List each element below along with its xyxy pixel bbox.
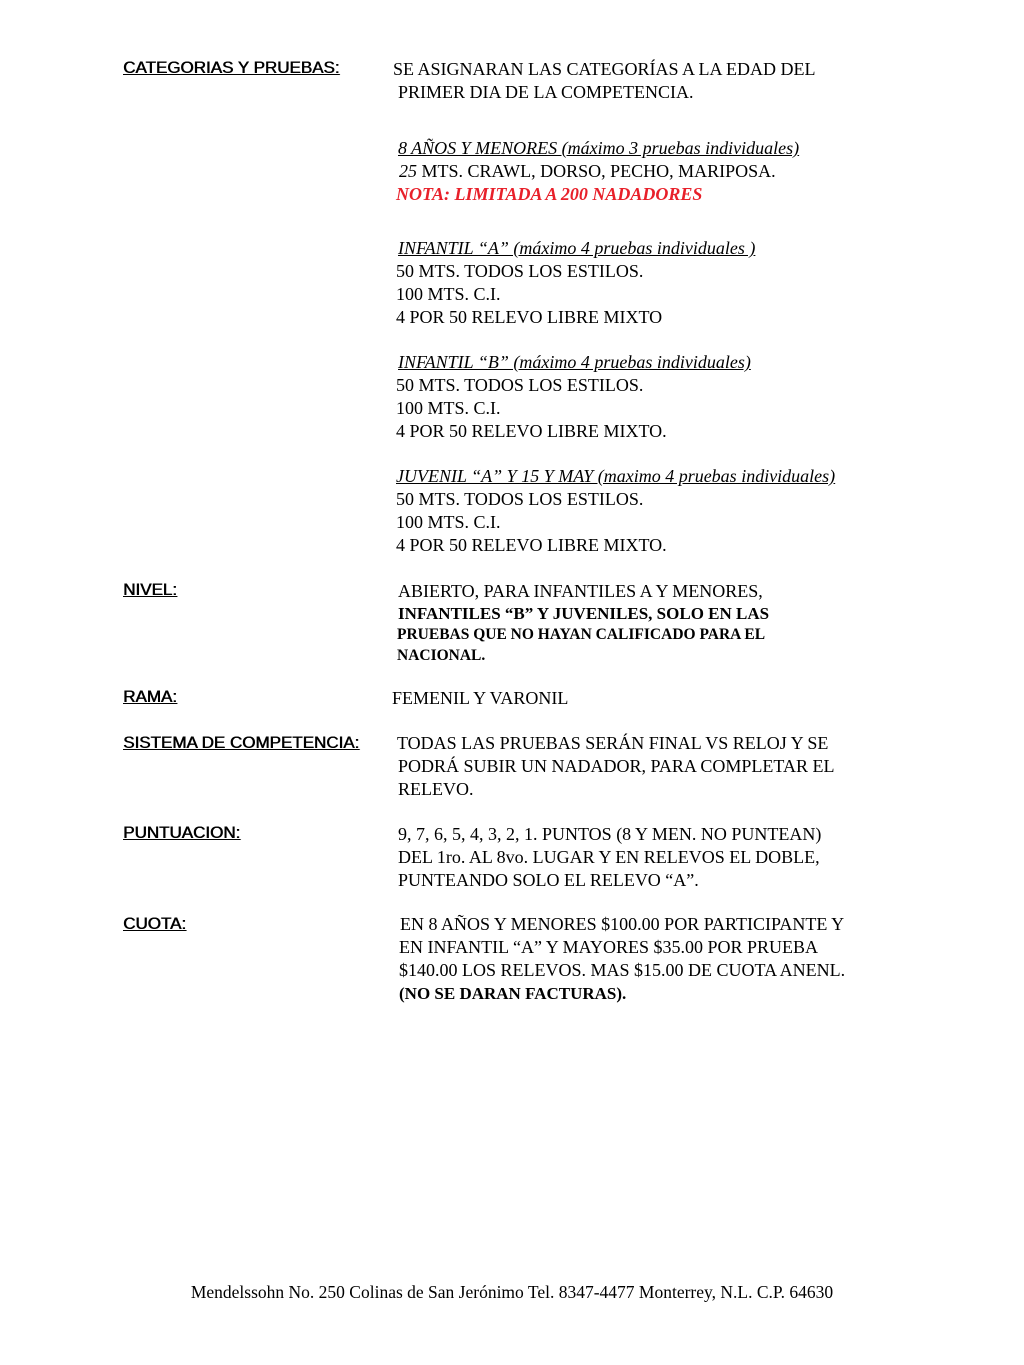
puntuacion-line-1: 9, 7, 6, 5, 4, 3, 2, 1. PUNTOS (8 Y MEN. NO PUNTEAN) [398, 824, 822, 844]
nivel-line-4: NACIONAL. [397, 647, 486, 664]
nivel-line-3: PRUEBAS QUE NO HAYAN CALIFICADO PARA EL [397, 626, 766, 643]
group-line: 50 MTS. TODOS LOS ESTILOS. [396, 375, 644, 395]
puntuacion-label: PUNTUACION: [123, 823, 241, 842]
categorias-intro-2: PRIMER DIA DE LA COMPETENCIA. [398, 82, 694, 102]
group-heading-infantil-b: INFANTIL “B” (máximo 4 pruebas individuales) [398, 352, 751, 372]
cuota-label: CUOTA: [123, 914, 186, 933]
group-line: 4 POR 50 RELEVO LIBRE MIXTO. [396, 421, 667, 441]
sistema-line-1: TODAS LAS PRUEBAS SERÁN FINAL VS RELOJ Y SE [397, 733, 829, 753]
group-line: 4 POR 50 RELEVO LIBRE MIXTO. [396, 535, 667, 555]
categorias-intro-1: SE ASIGNARAN LAS CATEGORÍAS A LA EDAD DEL [393, 59, 816, 79]
cuota-line-2: EN INFANTIL “A” Y MAYORES $35.00 POR PRUEBA [399, 937, 819, 957]
group-line: 50 MTS. TODOS LOS ESTILOS. [396, 261, 644, 281]
cuota-note: (NO SE DARAN FACTURAS). [399, 984, 627, 1003]
group-line: 100 MTS. C.I. [396, 398, 501, 418]
group-line: 50 MTS. TODOS LOS ESTILOS. [396, 489, 644, 509]
nivel-line-1: ABIERTO, PARA INFANTILES A Y MENORES, [398, 581, 763, 601]
group-heading-8-anos: 8 AÑOS Y MENORES (máximo 3 pruebas individuales) [398, 138, 800, 158]
rama-value: FEMENIL Y VARONIL [392, 688, 569, 708]
group-heading-infantil-a: INFANTIL “A” (máximo 4 pruebas individuales ) [398, 238, 756, 258]
group-line: 4 POR 50 RELEVO LIBRE MIXTO [396, 307, 663, 327]
strokes-text: MTS. CRAWL, DORSO, PECHO, MARIPOSA. [417, 161, 776, 181]
distance-number: 25 [399, 161, 417, 181]
group-line: 100 MTS. C.I. [396, 284, 501, 304]
sistema-line-2: PODRÁ SUBIR UN NADADOR, PARA COMPLETAR EL [398, 756, 835, 776]
puntuacion-line-2: DEL 1ro. AL 8vo. LUGAR Y EN RELEVOS EL DOBLE, [398, 847, 820, 867]
puntuacion-line-3: PUNTEANDO SOLO EL RELEVO “A”. [398, 870, 699, 890]
limit-note: NOTA: LIMITADA A 200 NADADORES [396, 184, 703, 204]
group-line: 100 MTS. C.I. [396, 512, 501, 532]
nivel-line-2: INFANTILES “B” Y JUVENILES, SOLO EN LAS [398, 604, 770, 623]
cuota-line-1: EN 8 AÑOS Y MENORES $100.00 POR PARTICIPANTE Y [400, 914, 845, 934]
sistema-line-3: RELEVO. [398, 779, 474, 799]
nivel-label: NIVEL: [123, 580, 177, 599]
cuota-line-3: $140.00 LOS RELEVOS. MAS $15.00 DE CUOTA ANENL. [399, 960, 846, 980]
rama-label: RAMA: [123, 687, 177, 706]
categorias-label: CATEGORIAS Y PRUEBAS: [123, 58, 340, 77]
sistema-label: SISTEMA DE COMPETENCIA: [123, 733, 360, 752]
group-heading-juvenil: JUVENIL “A” Y 15 Y MAY (maximo 4 pruebas individuales) [396, 466, 836, 486]
footer-address: Mendelssohn No. 250 Colinas de San Jerónimo Tel. 8347-4477 Monterrey, N.L. C.P. 64630 [190, 1282, 834, 1302]
group-line-8-anos [399, 160, 776, 182]
